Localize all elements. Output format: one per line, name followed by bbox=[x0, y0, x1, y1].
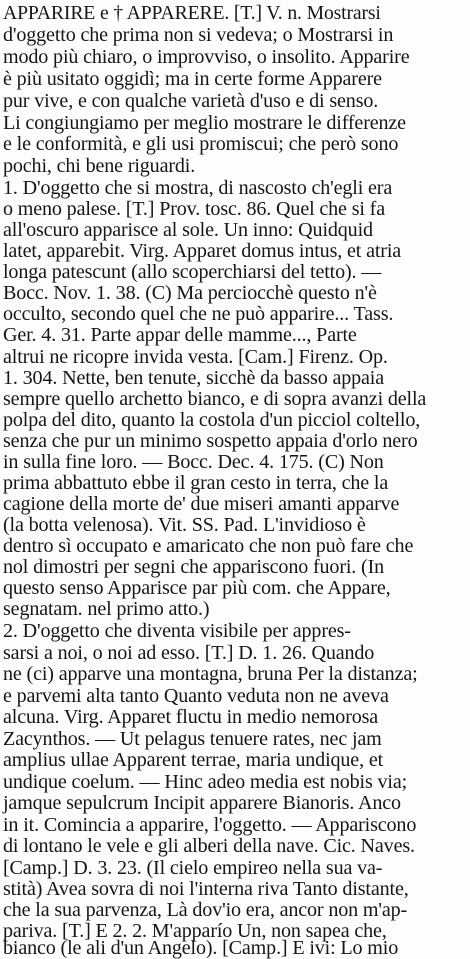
text-line: dentro sì occupato e amaricato che non può fare che bbox=[3, 535, 414, 557]
text-line: jamque sepulcrum Incipit apparere Bianoris. Anco bbox=[3, 792, 401, 814]
text-line: in sulla fine loro. — Bocc. Dec. 4. 175. (C) Non bbox=[3, 451, 384, 473]
text-line: di lontano le vele e gli alberi della nave. Cic. Naves. bbox=[3, 835, 415, 857]
text-line: cagione della morte de' due miseri amanti apparve bbox=[3, 493, 400, 515]
text-line: e parvemi alta tanto Quanto veduta non ne aveva bbox=[3, 685, 389, 707]
text-line: Zacynthos. — Ut pelagus tenuere rates, nec jam bbox=[3, 728, 382, 750]
text-line: sarsi a noi, o noi ad esso. [T.] D. 1. 26. Quando bbox=[3, 642, 375, 664]
text-line: modo più chiaro, o improvviso, o insolito. Apparire bbox=[3, 46, 410, 68]
text-line: stità) Avea sovra di noi l'interna riva Tanto distante, bbox=[3, 878, 409, 900]
text-line: o meno palese. [T.] Prov. tosc. 86. Quel che si fa bbox=[3, 198, 385, 220]
text-line: e le conformità, e gli usi promiscui; che però sono bbox=[3, 133, 399, 155]
text-line: (la botta velenosa). Vit. SS. Pad. L'invidioso è bbox=[3, 514, 366, 536]
text-line: d'oggetto che prima non si vedeva; o Mostrarsi in bbox=[3, 24, 394, 46]
text-line: all'oscuro apparisce al sole. Un inno: Quidquid bbox=[3, 219, 373, 241]
text-line: alcuna. Virg. Apparet fluctu in medio nemorosa bbox=[3, 706, 379, 728]
text-line: in it. Comincia a apparire, l'oggetto. — Appariscono bbox=[3, 814, 417, 836]
text-line: sempre quello archetto bianco, e di sopra avanzi della bbox=[3, 388, 427, 410]
text-line: questo senso Apparisce par più com. che Appare, bbox=[3, 577, 391, 599]
text-line: occulto, secondo quel che ne può apparire... Tass. bbox=[3, 303, 394, 325]
text-line: nol dimostri per segni che appariscono fuori. (In bbox=[3, 556, 385, 578]
text-line: amplius ullae Apparent terrae, maria undique, et bbox=[3, 749, 384, 771]
text-line: Li congiungiamo per meglio mostrare le differenze bbox=[3, 112, 406, 134]
text-line: Ger. 4. 31. Parte appar delle mamme..., Parte bbox=[3, 324, 357, 346]
text-line: [Camp.] D. 3. 23. (Il cielo empireo nella sua va- bbox=[3, 857, 383, 879]
text-line: pariva. [T.] E 2. 2. M'apparío Un, non sapea che, bbox=[3, 920, 387, 942]
text-line: ne (ci) apparve una montagna, bruna Per la distanza; bbox=[3, 663, 418, 685]
text-line: Bocc. Nov. 1. 38. (C) Ma perciocchè questo n'è bbox=[3, 282, 377, 304]
text-line: bianco (le ali d'un Angelo). [Camp.] E ivi: Lo mio bbox=[3, 937, 399, 959]
text-line: 2. D'oggetto che diventa visibile per appres- bbox=[3, 620, 351, 642]
text-line: prima abbattuto ebbe il gran cesto in terra, che la bbox=[3, 472, 389, 494]
text-line: pochi, chi bene riguardi. bbox=[3, 155, 196, 177]
text-line: che la sua parvenza, Là dov'io era, ancor non m'ap- bbox=[3, 899, 408, 921]
text-line: APPARIRE e † APPARERE. [T.] V. n. Mostrarsi bbox=[3, 2, 381, 24]
text-line: 1. 304. Nette, ben tenute, sicchè da basso appaia bbox=[3, 367, 384, 389]
text-line: 1. D'oggetto che si mostra, di nascosto ch'egli era bbox=[3, 177, 393, 199]
text-line: latet, apparebit. Virg. Apparet domus intus, et atria bbox=[3, 240, 402, 262]
text-line: senza che pur un minimo sospetto appaia d'orlo nero bbox=[3, 430, 418, 452]
text-line: undique coelum. — Hinc adeo media est nobis via; bbox=[3, 771, 408, 793]
text-line: polpa del dito, quanto la costola d'un picciol coltello, bbox=[3, 409, 421, 431]
text-line: segnatam. nel primo atto.) bbox=[3, 598, 210, 620]
text-line: altrui ne ricopre invida vesta. [Cam.] Firenz. Op. bbox=[3, 346, 388, 368]
text-line: è più usitato oggidì; ma in certe forme Apparere bbox=[3, 68, 382, 90]
text-line: pur vive, e con qualche varietà d'uso e di senso. bbox=[3, 90, 379, 112]
text-line: longa patescunt (allo scoperchiarsi del tetto). — bbox=[3, 261, 382, 283]
